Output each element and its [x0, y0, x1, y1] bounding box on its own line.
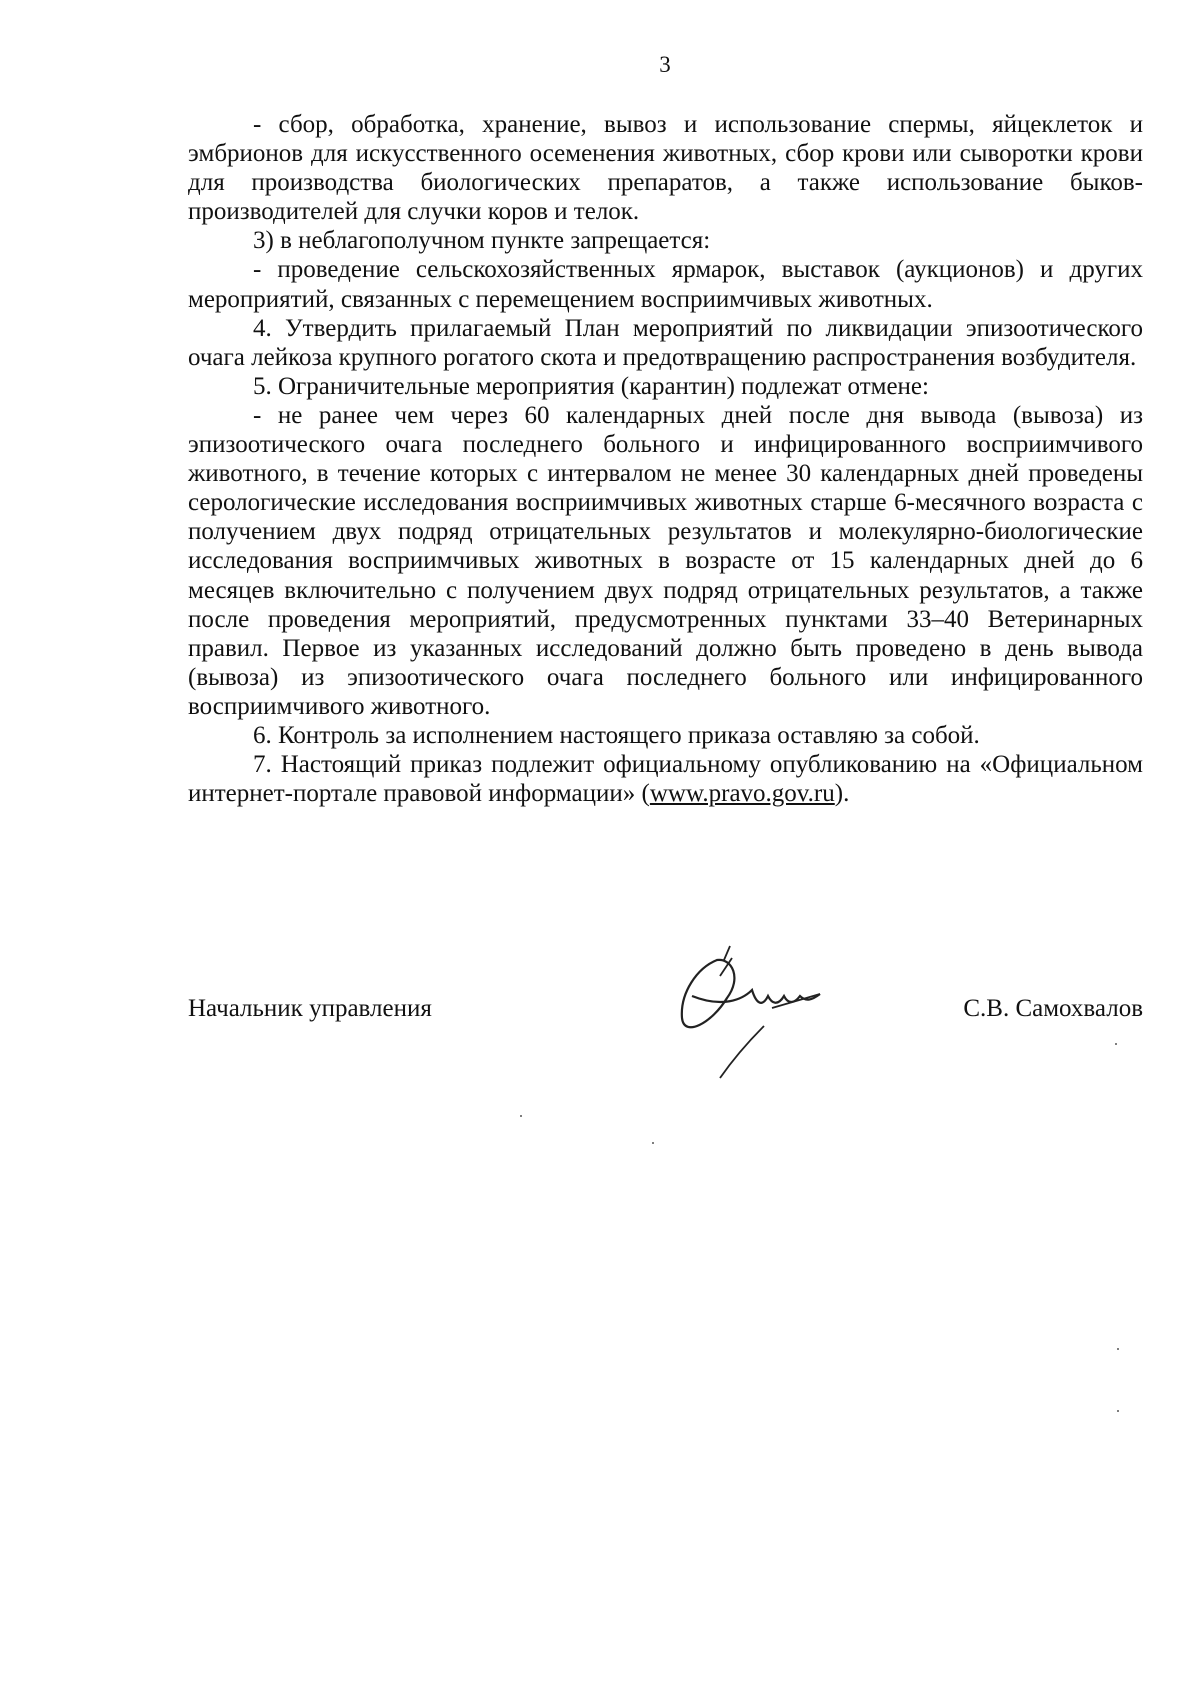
- publication-suffix: ).: [834, 780, 850, 808]
- paragraph-collection-semen: - сбор, обработка, хранение, вывоз и использование спермы, яйцеклеток и эмбрионов для искусственного осеменения животных, сбор крови или сыворотки крови для производства биологических препаратов, а также использование быков-производителей для случки коров и телок.: [188, 111, 1143, 226]
- paragraph-approve-plan: 4. Утвердить прилагаемый План мероприятий по ликвидации эпизоотического очага лейкоза крупного рогатого скота и предотвращению распространения возбудителя.: [188, 314, 1143, 371]
- scan-speck: [520, 1115, 522, 1117]
- paragraph-quarantine-cancel: 5. Ограничительные мероприятия (карантин) подлежат отмене:: [253, 372, 929, 400]
- publication-text: 7. Настоящий приказ подлежит официальному опубликованию на «Официальном интернет-портале правовой информации» (: [188, 751, 1143, 808]
- pravo-link[interactable]: www.pravo.gov.ru: [649, 780, 835, 808]
- signatory-name: С.В. Самохвалов: [963, 995, 1143, 1022]
- handwritten-signature: [672, 938, 872, 1088]
- paragraph-quarantine-conditions: - не ранее чем через 60 календарных дней после дня вывода (вывоза) из эпизоотического очага последнего больного и инфицированного восприимчивого животного, в течение которых с интервалом не менее 30 календарных дней проведены серологические исследования восприимчивых животных старше 6-месячного возраста с получением двух подряд отрицательных результатов и молекулярно-биологические исследования восприимчивых животных в возрасте от 15 календарных дней до 6 месяцев включительно с получением двух подряд отрицательных результатов, а также после проведения мероприятий, предусмотренных пунктами 33–40 Ветеринарных правил. Первое из указанных исследований должно быть проведено в день вывода (вывоза) из эпизоотического очага последнего больного или инфицированного восприимчивого животного.: [188, 401, 1143, 720]
- document-body: [188, 110, 1143, 808]
- paragraph-publication: [188, 750, 1143, 808]
- paragraph-prohibitions-heading: 3) в неблагополучном пункте запрещается:: [253, 227, 711, 255]
- paragraph-control: 6. Контроль за исполнением настоящего приказа оставляю за собой.: [253, 721, 980, 749]
- scan-speck: [1115, 1043, 1117, 1045]
- scan-speck: [652, 1142, 654, 1144]
- signatory-position: Начальник управления: [188, 995, 432, 1022]
- paragraph-fairs-prohibition: - проведение сельскохозяйственных ярмарок, выставок (аукционов) и других мероприятий, связанных с перемещением восприимчивых животных.: [188, 256, 1143, 313]
- scan-speck: [1117, 1348, 1119, 1350]
- page-number: 3: [659, 52, 671, 77]
- scan-speck: [1117, 1410, 1119, 1412]
